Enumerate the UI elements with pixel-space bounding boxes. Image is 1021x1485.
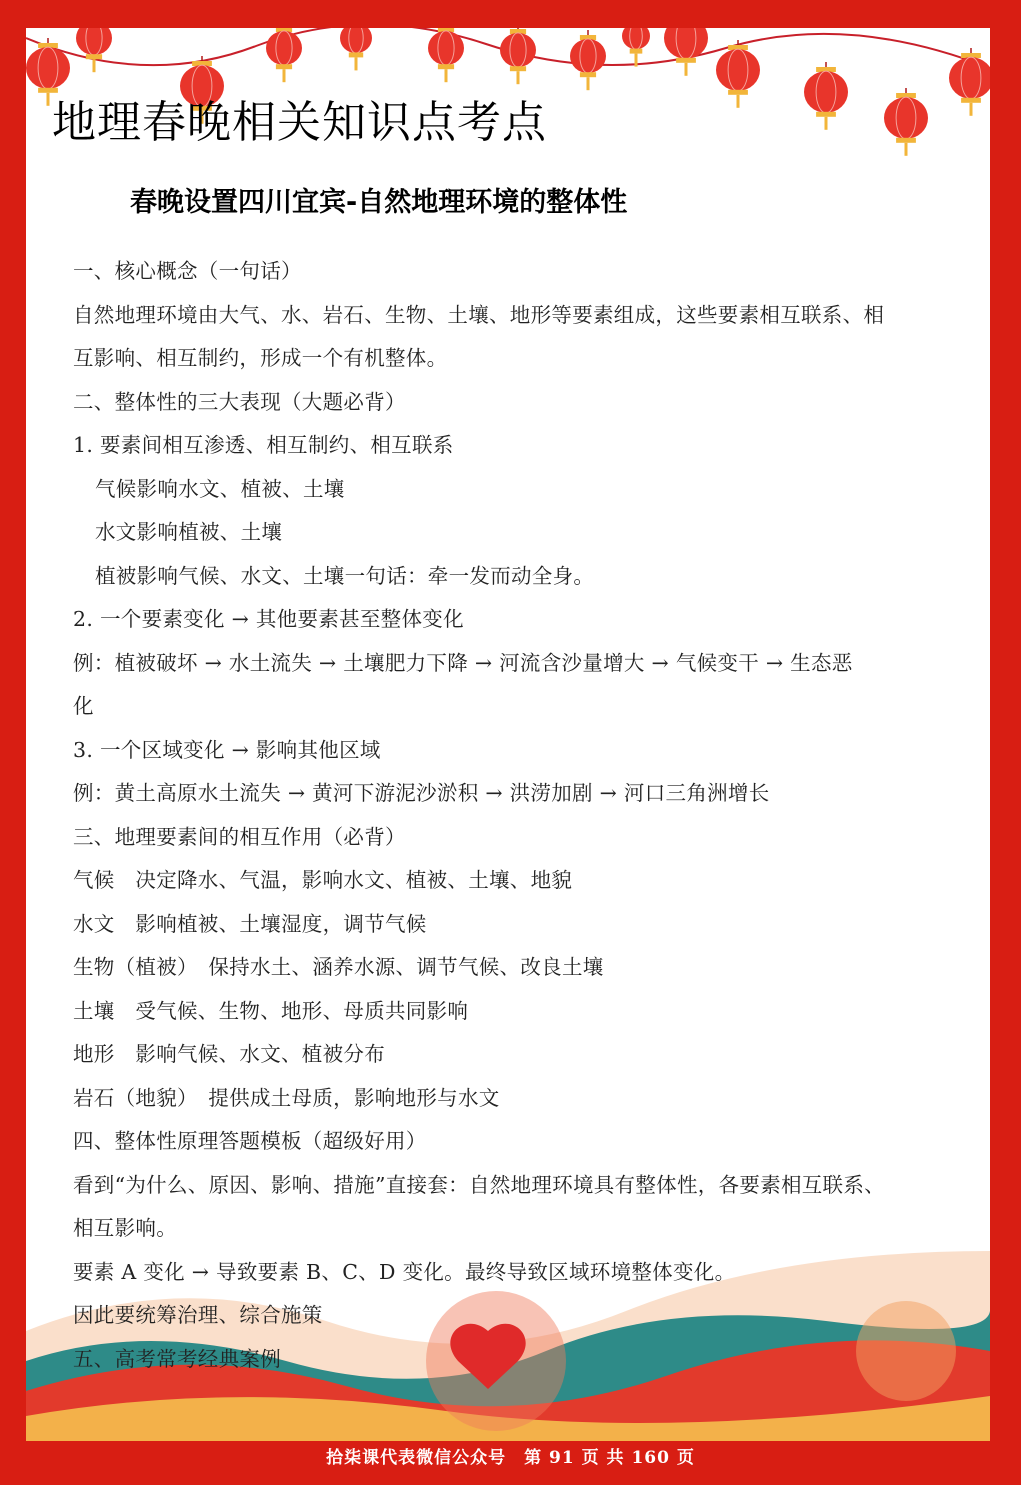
text-line: 互影响、相互制约，形成一个有机整体。 (73, 346, 448, 370)
lantern-icon (664, 28, 708, 76)
lantern-icon (428, 28, 464, 82)
lantern-icon (716, 40, 760, 108)
text-line: 四、整体性原理答题模板（超级好用） (73, 1129, 427, 1153)
text-line: 2. 一个要素变化 → 其他要素甚至整体变化 (73, 607, 464, 631)
text-line: 水文影响植被、土壤 (95, 520, 283, 544)
page-title: 地理春晚相关知识点考点 (52, 97, 547, 148)
text-line: 自然地理环境由大气、水、岩石、生物、土壤、地形等要素组成，这些要素相互联系、相 (73, 302, 885, 327)
text-line: 要素 A 变化 → 导致要素 B、C、D 变化。最终导致区域环境整体变化。 (73, 1259, 736, 1284)
lantern-icon (76, 28, 112, 72)
text-line: 气候 决定降水、气温，影响水文、植被、土壤、地貌 (73, 868, 573, 892)
text-line: 1. 要素间相互渗透、相互制约、相互联系 (73, 433, 454, 457)
text-line: 土壤 受气候、生物、地形、母质共同影响 (73, 998, 469, 1023)
lantern-icon (884, 88, 928, 156)
page-footer: 拾柒课代表微信公众号 第 91 页 共 160 页 (326, 1448, 695, 1468)
lantern-icon (804, 62, 848, 130)
text-line: 气候影响水文、植被、土壤 (95, 476, 345, 501)
text-line: 岩石（地貌） 提供成土母质，影响地形与水文 (73, 1085, 500, 1110)
text-line: 一、核心概念（一句话） (73, 259, 302, 283)
lantern-icon (570, 30, 606, 90)
text-line: 例：黄土高原水土流失 → 黄河下游泥沙淤积 → 洪涝加剧 → 河口三角洲增长 (73, 781, 770, 805)
text-line: 三、地理要素间的相互作用（必背） (73, 824, 406, 849)
text-line: 化 (73, 694, 94, 718)
text-line: 看到“为什么、原因、影响、措施”直接套：自然地理环境具有整体性，各要素相互联系、 (73, 1172, 885, 1197)
body-content (73, 250, 958, 1381)
text-line: 植被影响气候、水文、土壤一句话：牵一发而动全身。 (95, 563, 595, 588)
lantern-icon (340, 28, 372, 70)
text-line: 例：植被破坏 → 水土流失 → 土壤肥力下降 → 河流含沙量增大 → 气候变干 → 生态恶 (73, 650, 853, 675)
lantern-icon (622, 28, 650, 67)
text-line: 3. 一个区域变化 → 影响其他区域 (73, 737, 381, 762)
text-line: 地形 影响气候、水文、植被分布 (73, 1042, 385, 1066)
text-line: 生物（植被） 保持水土、涵养水源、调节气候、改良土壤 (73, 955, 604, 979)
text-line: 因此要统筹治理、综合施策 (73, 1303, 323, 1327)
lantern-icon (266, 28, 302, 82)
text-line: 二、整体性的三大表现（大题必背） (73, 389, 406, 414)
text-line: 五、高考常考经典案例 (73, 1346, 281, 1371)
page-paper (26, 28, 990, 1441)
section-subtitle: 春晚设置四川宜宾-自然地理环境的整体性 (130, 187, 628, 218)
lantern-icon (500, 28, 536, 84)
page-frame-top (0, 0, 1021, 28)
text-line: 相互影响。 (73, 1216, 177, 1240)
lantern-icon (949, 48, 990, 116)
text-line: 水文 影响植被、土壤湿度，调节气候 (73, 911, 427, 936)
